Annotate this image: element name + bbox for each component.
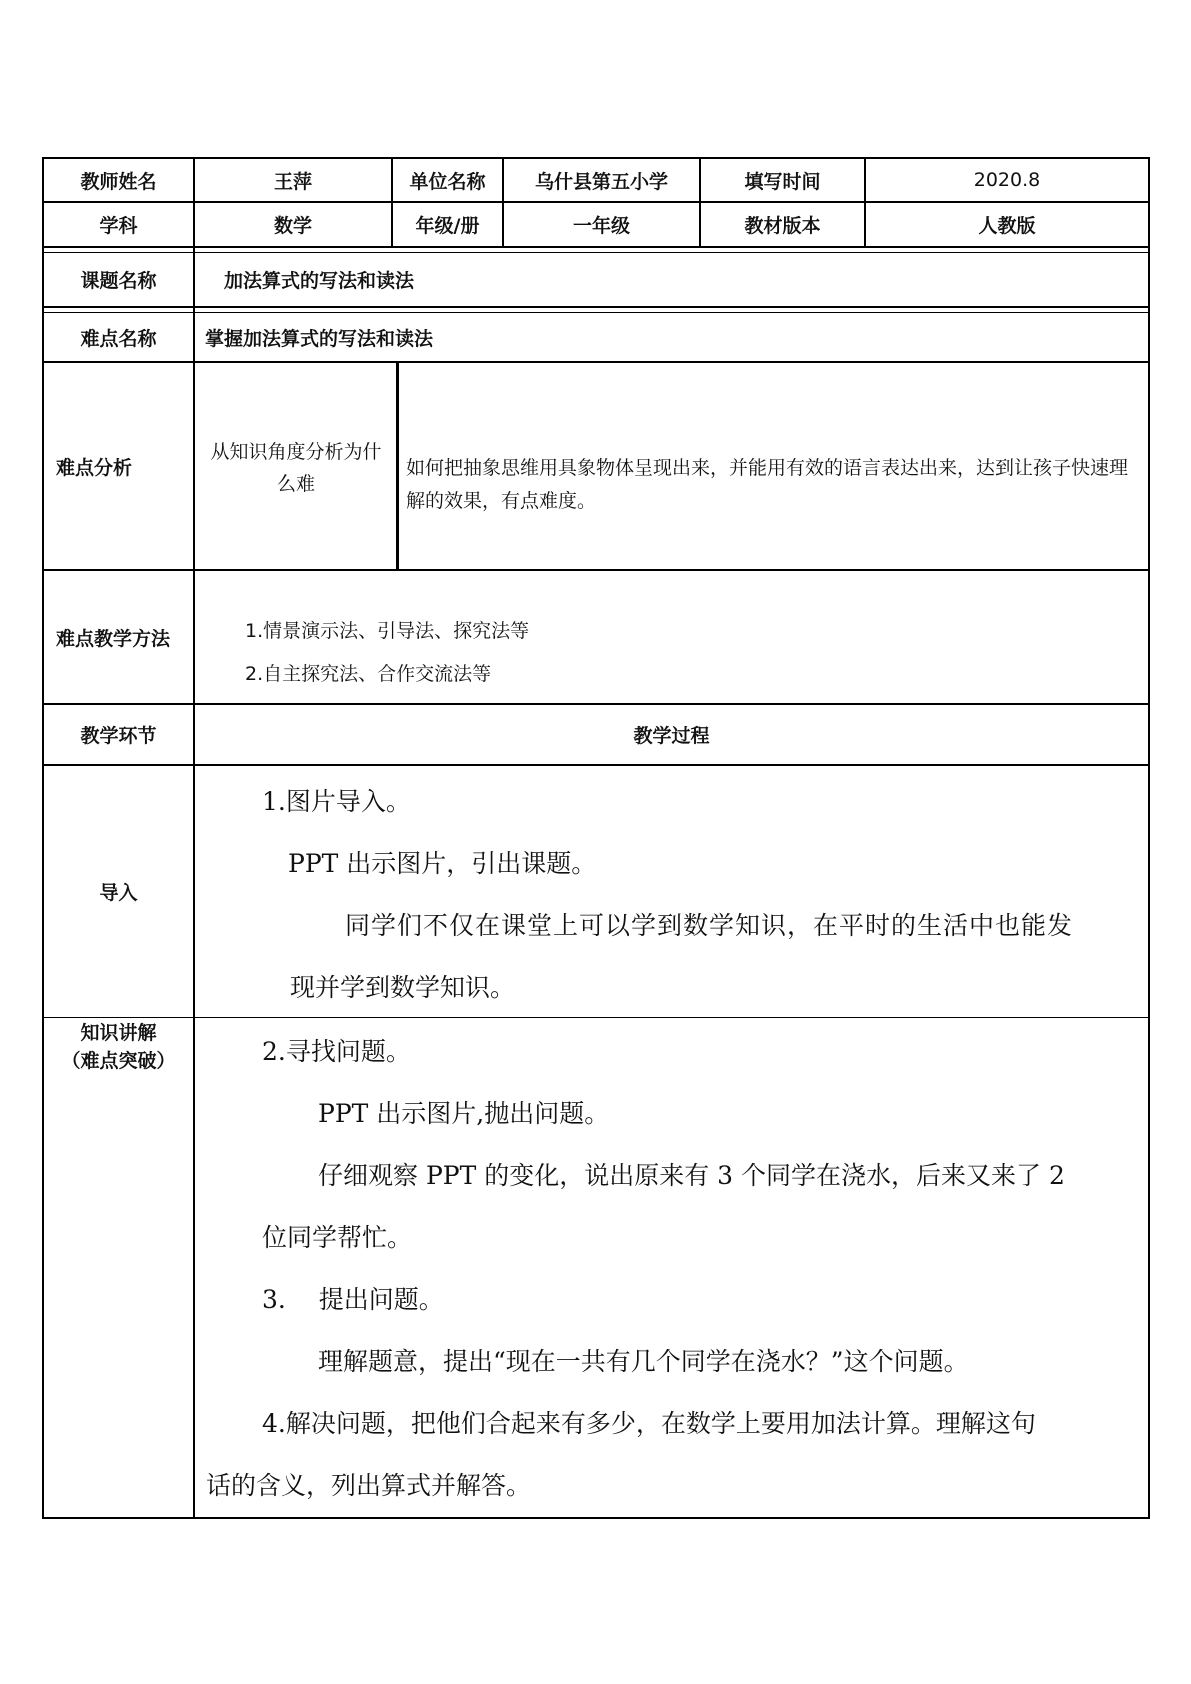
row-divider <box>42 569 1150 571</box>
analysis-column-divider <box>396 363 399 571</box>
explain-line-6: 理解题意，提出“现在一共有几个同学在浇水？”这个问题。 <box>318 1347 969 1376</box>
table-border-bottom <box>42 1517 1150 1519</box>
grade-value: 一年级 <box>572 215 630 237</box>
subject-label: 学科 <box>99 215 138 237</box>
edition-label: 教材版本 <box>744 215 821 237</box>
stage-header: 教学环节 <box>80 725 157 747</box>
difficulty-label: 难点名称 <box>80 327 157 350</box>
row-divider <box>42 246 1150 248</box>
intro-line-4: 现并学到数学知识。 <box>290 973 516 1002</box>
subject-value: 数学 <box>273 215 312 237</box>
fill-date-label: 填写时间 <box>744 170 821 193</box>
teacher-name-label: 教师姓名 <box>80 170 157 193</box>
explain-line-7: 4.解决问题，把他们合起来有多少，在数学上要用加法计算。理解这句 <box>262 1409 1036 1438</box>
label-column-divider <box>193 157 195 1519</box>
unit-name-label: 单位名称 <box>409 170 486 193</box>
explain-line-2: PPT 出示图片,抛出问题。 <box>318 1099 610 1128</box>
row-divider <box>42 1017 1150 1018</box>
intro-line-1: 1.图片导入。 <box>262 787 411 816</box>
methods-label: 难点教学方法 <box>56 627 171 650</box>
explain-label-line-1: 知识讲解 <box>80 1022 157 1044</box>
topic-label: 课题名称 <box>80 270 157 292</box>
process-header: 教学过程 <box>633 725 710 747</box>
explain-line-1: 2.寻找问题。 <box>262 1037 411 1066</box>
intro-label: 导入 <box>99 882 138 904</box>
explain-line-3: 仔细观察 PPT 的变化，说出原来有 3 个同学在浇水，后来又来了 2 <box>318 1161 1065 1190</box>
edition-value: 人教版 <box>978 215 1036 237</box>
fill-date-value: 2020.8 <box>973 169 1041 191</box>
explain-line-5: 3. 提出问题。 <box>262 1285 444 1314</box>
analysis-sub-label: 从知识角度分析为什么难 <box>210 441 382 495</box>
table-border-right <box>1148 157 1150 1519</box>
explain-line-8: 话的含义，列出算式并解答。 <box>206 1471 532 1500</box>
row-divider <box>42 252 1150 253</box>
row-divider <box>42 764 1150 766</box>
methods-item-2: 2.自主探究法、合作交流法等 <box>245 663 492 685</box>
teacher-name-value: 王萍 <box>273 170 312 193</box>
explain-label-line-2: （难点突破） <box>61 1050 176 1072</box>
intro-line-2: PPT 出示图片，引出课题。 <box>288 849 597 878</box>
analysis-label: 难点分析 <box>56 456 133 479</box>
explain-line-4: 位同学帮忙。 <box>262 1223 413 1252</box>
difficulty-value: 掌握加法算式的写法和读法 <box>205 328 434 350</box>
explain-label <box>44 1019 193 1075</box>
methods-item-1: 1.情景演示法、引导法、探究法等 <box>245 620 530 642</box>
row-divider <box>42 361 1150 363</box>
row-divider <box>42 312 1150 313</box>
unit-name-value: 乌什县第五小学 <box>534 170 668 193</box>
topic-value: 加法算式的写法和读法 <box>224 270 415 292</box>
grade-label: 年级/册 <box>415 215 480 237</box>
analysis-text: 如何把抽象思维用具象物体呈现出来，并能用有效的语言表达出来，达到让孩子快速理解的效果，有点难度。 <box>406 457 1129 512</box>
row-divider <box>42 306 1150 308</box>
intro-line-3: 同学们不仅在课堂上可以学到数学知识，在平时的生活中也能发 <box>345 911 1074 940</box>
